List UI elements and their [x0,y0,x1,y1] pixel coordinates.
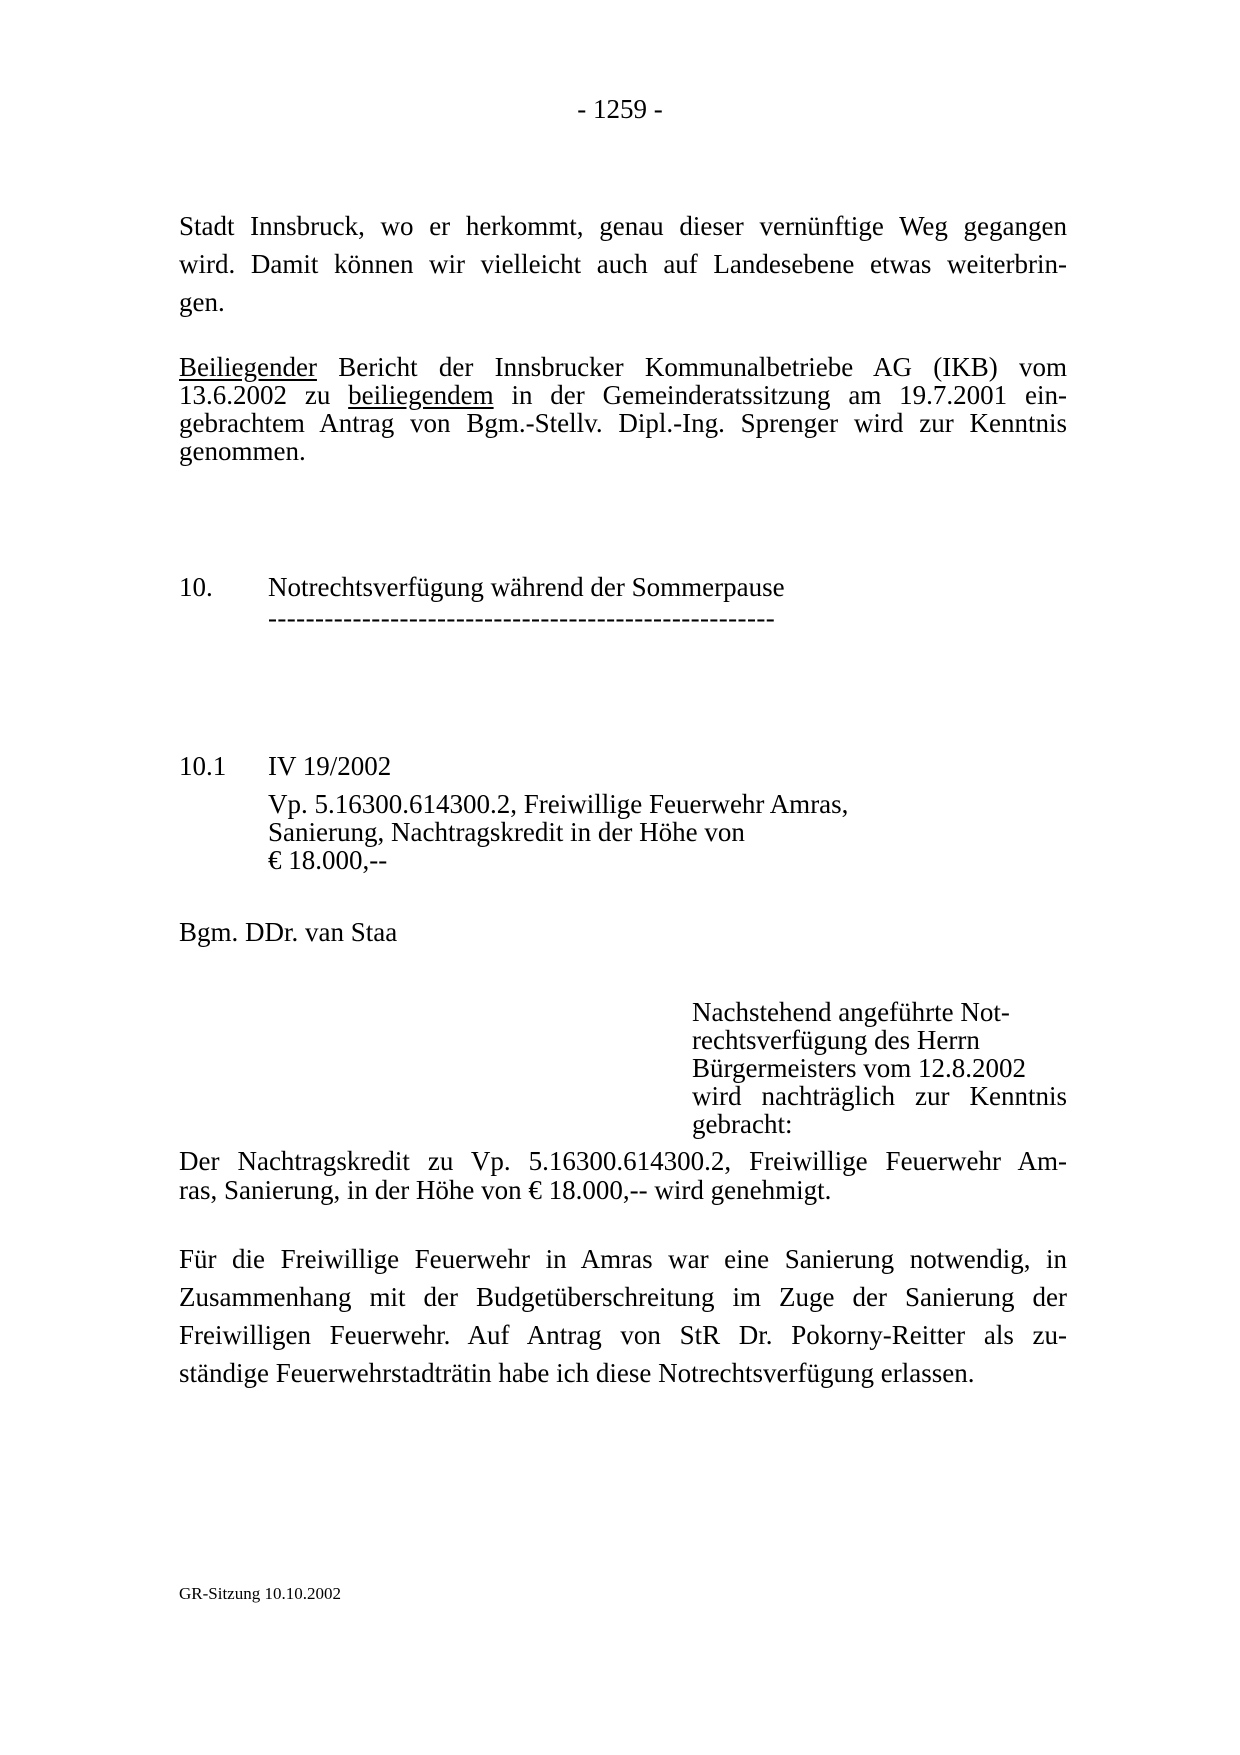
resolution-text: in der Gemeinderatssitzung am 19.7.2001 ein- [493,380,1067,410]
page-number: - 1259 - [577,94,663,124]
resolution-line [179,381,1067,409]
subsection-description [268,790,848,874]
notice-line: Bürgermeisters vom 12.8.2002 [692,1053,1026,1083]
resolution-text: 13.6.2002 zu [179,380,349,410]
intro-line: wird. Damit können wir vielleicht auch auf Landesebene etwas weiterbrin- [179,249,1067,279]
footer-session-label: GR-Sitzung 10.10.2002 [179,1584,341,1603]
subsection-code: IV 19/2002 [268,751,392,781]
decision-line: ras, Sanierung, in der Höhe von € 18.000,-- wird genehmigt. [179,1175,832,1205]
notice-line: rechtsverfügung des Herrn [692,1025,980,1055]
speaker-name: Bgm. DDr. van Staa [179,917,398,947]
subsection-number: 10.1 [179,751,227,781]
description-line: Sanierung, Nachtragskredit in der Höhe von [268,817,745,847]
section-separator: ------------------------------------------------------ [268,603,776,633]
underlined-word: beiliegendem [348,380,494,410]
statement-paragraph [179,1240,1067,1392]
notice-block [692,998,1067,1138]
intro-line: gen. [179,287,225,317]
resolution-line [179,353,1067,381]
notice-line: wird nachträglich zur Kenntnis [692,1081,1067,1111]
decision-line: Der Nachtragskredit zu Vp. 5.16300.614300.2, Freiwillige Feuerwehr Am- [179,1146,1067,1176]
statement-line: Freiwilligen Feuerwehr. Auf Antrag von StR Dr. Pokorny-Reitter als zu- [179,1320,1067,1350]
statement-line: Für die Freiwillige Feuerwehr in Amras war eine Sanierung notwendig, in [179,1244,1067,1274]
resolution-text: Bericht der Innsbrucker Kommunalbetriebe AG (IKB) vom [316,352,1067,382]
underlined-word: Beiliegender [179,352,317,382]
intro-paragraph [179,207,1067,321]
resolution-paragraph [179,353,1067,465]
description-line: € 18.000,-- [268,845,388,875]
notice-line: Nachstehend angeführte Not- [692,997,1010,1027]
section-number: 10. [179,572,213,602]
description-line: Vp. 5.16300.614300.2, Freiwillige Feuerwehr Amras, [268,789,849,819]
resolution-line: gebrachtem Antrag von Bgm.-Stellv. Dipl.-Ing. Sprenger wird zur Kenntnis [179,408,1067,438]
statement-line: ständige Feuerwehrstadträtin habe ich diese Notrechtsverfügung erlassen. [179,1358,975,1388]
resolution-line: genommen. [179,436,306,466]
section-title: Notrechtsverfügung während der Sommerpause [268,572,785,602]
notice-line: gebracht: [692,1109,793,1139]
decision-paragraph [179,1147,1067,1205]
statement-line: Zusammenhang mit der Budgetüberschreitung im Zuge der Sanierung der [179,1282,1067,1312]
intro-line: Stadt Innsbruck, wo er herkommt, genau dieser vernünftige Weg gegangen [179,211,1067,241]
